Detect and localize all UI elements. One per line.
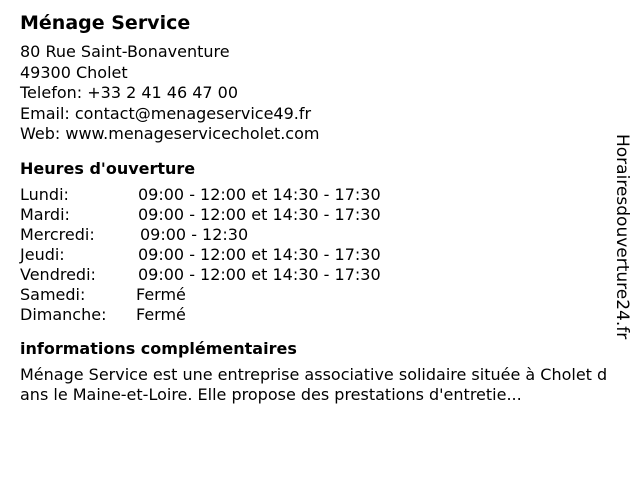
hours-row-samedi (20, 285, 610, 305)
hours-day: Mardi: (20, 204, 70, 224)
hours-day: Samedi: (20, 284, 86, 304)
address-street: 80 Rue Saint-Bonaventure (20, 42, 230, 61)
additional-info-heading: informations complémentaires (20, 338, 297, 358)
business-description: Ménage Service est une entreprise associative solidaire située à Cholet dans le Maine-et-Loire. Elle propose des prestations d'entretie... (20, 364, 608, 404)
hours-time: 09:00 - 12:30 (140, 224, 249, 244)
hours-row-jeudi (20, 245, 610, 265)
hours-row-vendredi (20, 265, 610, 285)
site-watermark (610, 134, 632, 344)
hours-day: Dimanche: (20, 304, 107, 324)
hours-time: 09:00 - 12:00 et 14:30 - 17:30 (138, 184, 381, 204)
hours-day: Jeudi: (20, 244, 65, 264)
hours-row-mercredi (20, 225, 610, 245)
phone-number: Telefon: +33 2 41 46 47 00 (20, 83, 239, 102)
hours-time: Fermé (136, 284, 186, 304)
hours-row-mardi (20, 205, 610, 225)
opening-hours-table (20, 185, 610, 325)
hours-time: 09:00 - 12:00 et 14:30 - 17:30 (138, 264, 381, 284)
website-url: Web: www.menageservicecholet.com (20, 124, 320, 143)
business-name: Ménage Service (20, 12, 191, 34)
site-watermark-text: Horairesdouverture24.fr (612, 134, 632, 340)
address-city: 49300 Cholet (20, 62, 128, 82)
opening-hours-heading: Heures d'ouverture (20, 158, 196, 178)
hours-row-lundi (20, 185, 610, 205)
hours-time: 09:00 - 12:00 et 14:30 - 17:30 (138, 244, 381, 264)
email-address: Email: contact@menageservice49.fr (20, 103, 312, 123)
hours-day: Lundi: (20, 184, 69, 204)
hours-day: Mercredi: (20, 224, 95, 244)
business-card (20, 10, 610, 406)
hours-day: Vendredi: (20, 264, 96, 284)
hours-time: Fermé (136, 304, 186, 324)
hours-row-dimanche (20, 305, 610, 325)
hours-time: 09:00 - 12:00 et 14:30 - 17:30 (138, 204, 381, 224)
